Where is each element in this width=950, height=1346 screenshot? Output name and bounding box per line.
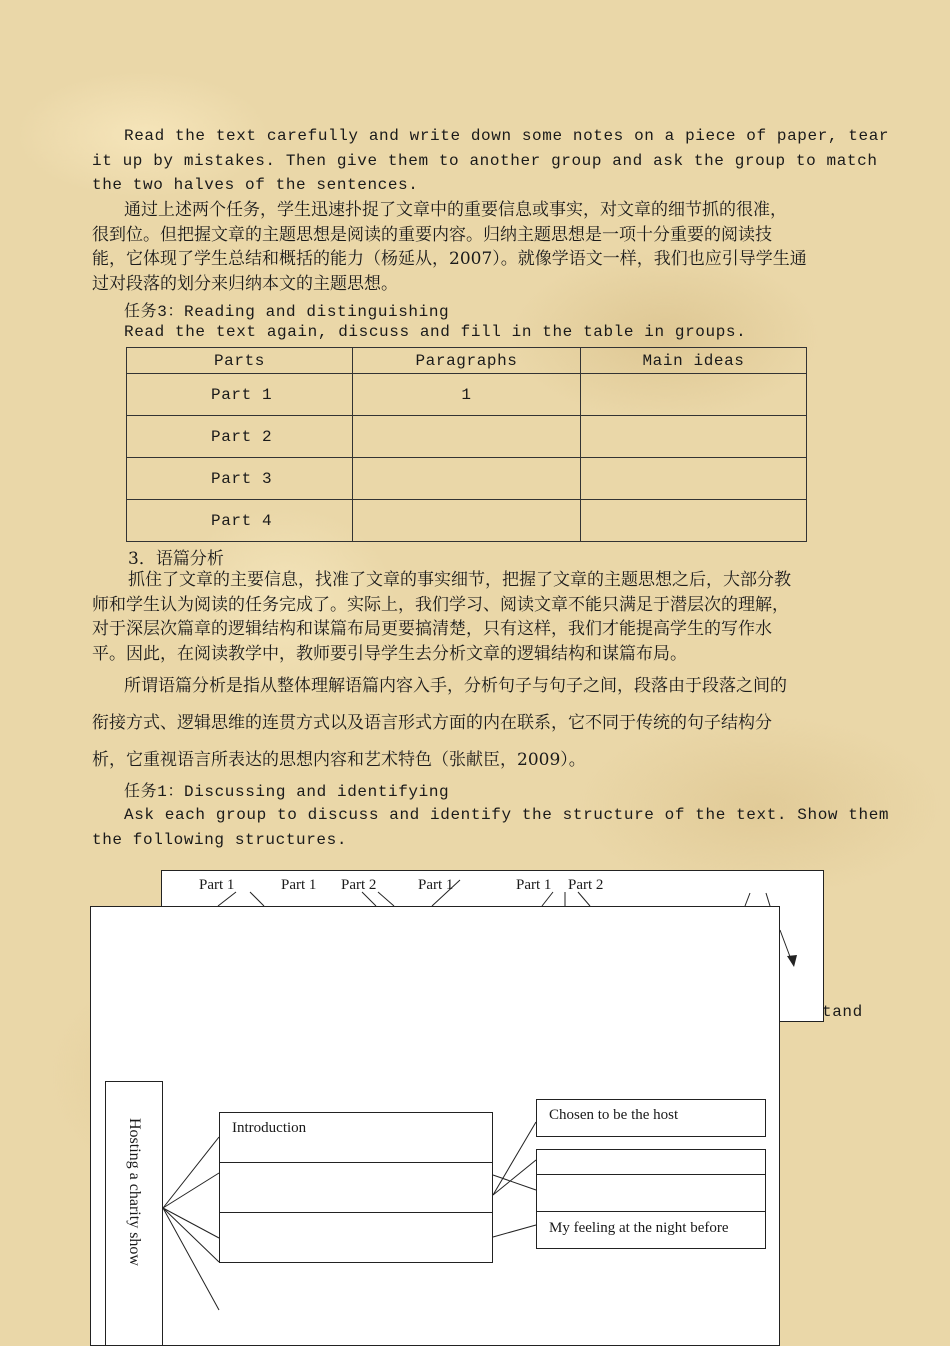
back-diagram-label: Part 2	[568, 877, 604, 893]
cell-paragraphs: 1	[353, 374, 581, 416]
cell-part: Part 3	[127, 458, 353, 500]
cell-part: Part 4	[127, 500, 353, 542]
right-box-label: My feeling at the night before	[549, 1220, 729, 1236]
cell-part: Part 2	[127, 416, 353, 458]
text-line: 通过上述两个任务，学生迅速扑捉了文章中的重要信息或事实，对文章的细节抓的很准，	[124, 200, 787, 220]
text-line: the two halves of the sentences.	[92, 176, 419, 195]
back-diagram-label: Part 1	[418, 877, 454, 893]
back-diagram-label: Part 1	[199, 877, 235, 893]
header-parts: Parts	[127, 348, 353, 374]
task3-title: 任务3：Reading and distinguishing	[124, 303, 450, 321]
header-main-ideas: Main ideas	[581, 348, 807, 374]
text-line: 析，它重视语言所表达的思想内容和艺术特色（张献臣，2009）。	[92, 750, 586, 770]
text-line: 师和学生认为阅读的任务完成了。实际上，我们学习、阅读文章不能只满足于潜层次的理解，	[92, 594, 789, 615]
text-line: Ask each group to discuss and identify the structure of the text. Show them	[124, 806, 890, 824]
header-paragraphs: Paragraphs	[353, 348, 581, 374]
text-line: 抓住了文章的主要信息，找准了文章的事实细节，把握了文章的主题思想之后，大部分教	[128, 570, 791, 590]
text-line: 过对段落的划分来归纳本文的主题思想。	[92, 274, 398, 295]
back-diagram-label: Part 1	[281, 877, 317, 893]
text-line: it up by mistakes. Then give them to another group and ask the group to match	[92, 151, 878, 170]
right-box-label: Chosen to be the host	[549, 1107, 679, 1123]
text-line: 所谓语篇分析是指从整体理解语篇内容入手，分析句子与句子之间，段落由于段落之间的	[124, 676, 787, 696]
text-line: 很到位。但把握文章的主题思想是阅读的重要内容。归纳主题思想是一项十分重要的阅读技	[92, 224, 772, 245]
topic-title: Hosting a charity show	[126, 1118, 143, 1266]
task1-title: 任务1：Discussing and identifying	[124, 783, 450, 801]
text-line: the following structures.	[92, 830, 348, 849]
back-diagram-label: Part 2	[341, 877, 377, 893]
cell-part: Part 1	[127, 374, 353, 416]
text-line: 对于深层次篇章的逻辑结构和谋篇布局更要搞清楚，只有这样，我们才能提高学生的写作水	[92, 619, 772, 640]
text-line: 平。因此，在阅读教学中，教师要引导学生去分析文章的逻辑结构和谋篇布局。	[92, 644, 687, 665]
task3-instruction: Read the text again, discuss and fill in the table in groups.	[124, 323, 747, 341]
overflow-text: tand	[822, 1003, 863, 1021]
section-heading: 3．语篇分析	[128, 549, 224, 569]
text-line: 能，它体现了学生总结和概括的能力（杨延从，2007）。就像学语文一样，我们也应引导学生通	[92, 249, 807, 270]
left-box-label: Introduction	[232, 1120, 307, 1136]
text-line: Read the text carefully and write down some notes on a piece of paper, tear	[124, 127, 890, 145]
text-line: 衔接方式、逻辑思维的连贯方式以及语言形式方面的内在联系，它不同于传统的句子结构分	[92, 713, 772, 733]
back-diagram-label: Part 1	[516, 877, 552, 893]
